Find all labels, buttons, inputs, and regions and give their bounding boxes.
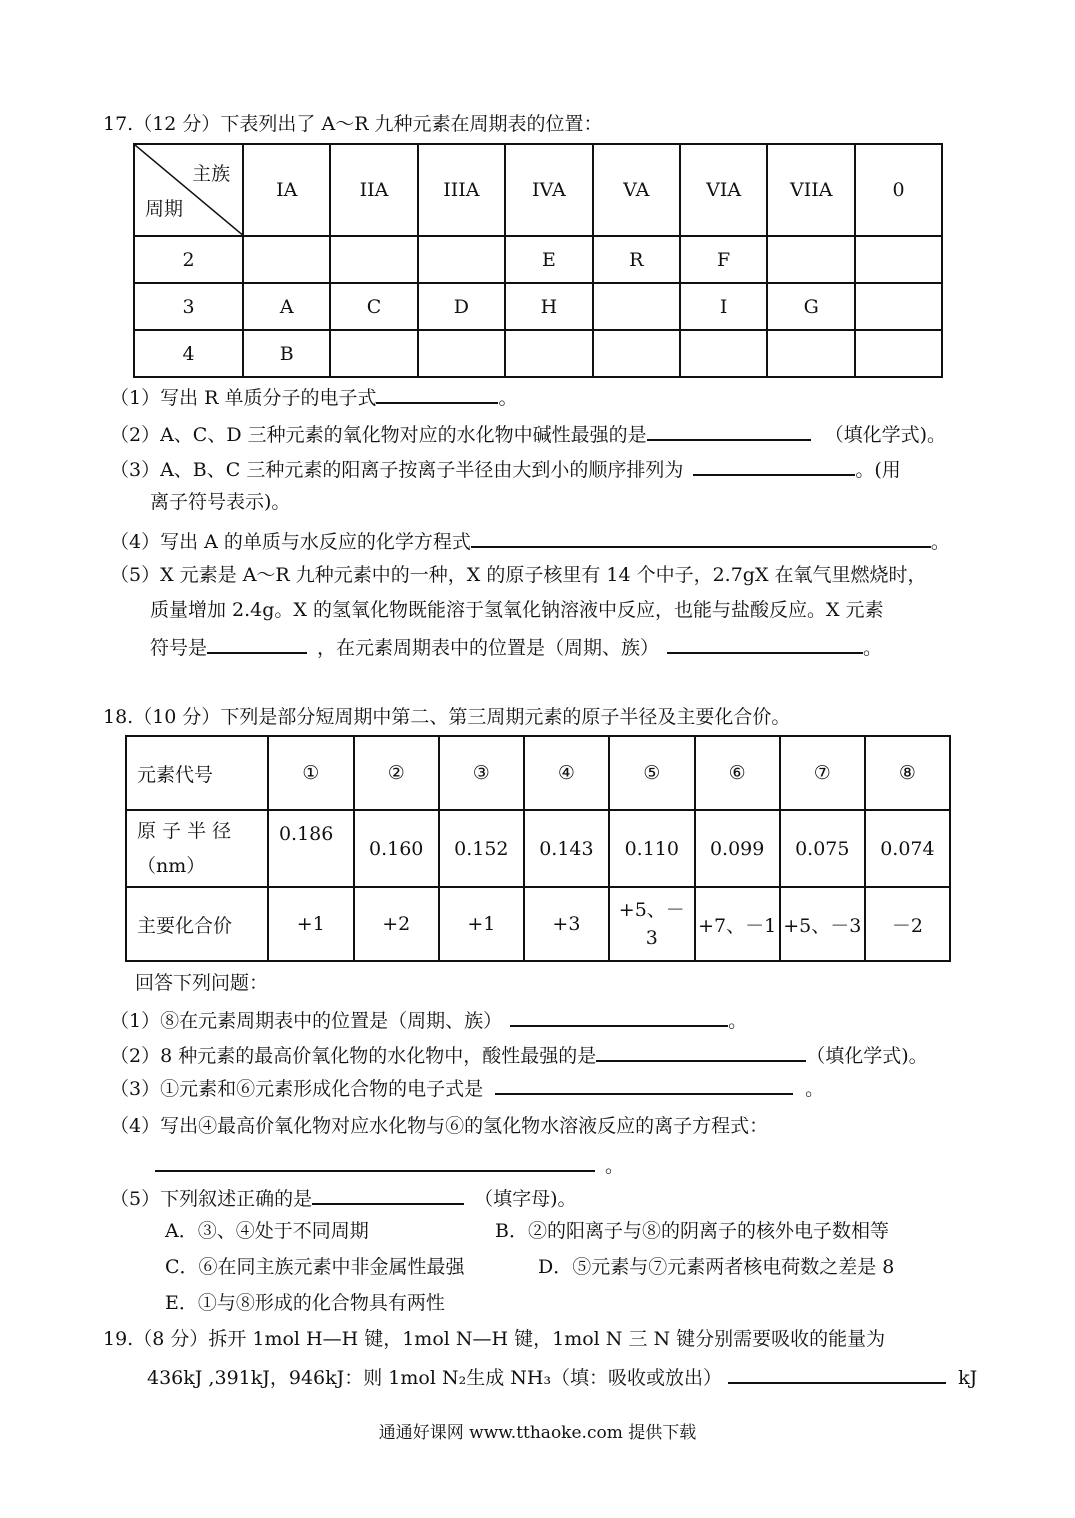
valence-cell: +1 bbox=[439, 887, 524, 961]
q18-part5 bbox=[110, 1185, 577, 1211]
table-row bbox=[126, 736, 950, 810]
row-label: 元素代号 bbox=[126, 736, 268, 810]
header-period-label: 周期 bbox=[145, 198, 184, 220]
q17-part5-text: 符号是 bbox=[150, 637, 208, 659]
element-cell bbox=[243, 236, 330, 283]
atomic-radius-table bbox=[125, 735, 951, 962]
page-footer: 通通好课网 www.tthaoke.com 提供下载 bbox=[378, 1423, 697, 1443]
q17-part5-line2: 质量增加 2.4g。X 的氢氧化物既能溶于氢氧化钠溶液中反应，也能与盐酸反应。X 元素 bbox=[150, 599, 884, 621]
element-cell: I bbox=[680, 283, 768, 330]
element-code: ② bbox=[354, 736, 439, 810]
q17-part2-end: （填化学式)。 bbox=[824, 424, 947, 446]
q19-line2-text: 436kJ ,391kJ，946kJ：则 1mol N₂生成 NH₃（填：吸收或放出） bbox=[147, 1367, 723, 1389]
q17-part5-mid: ，在元素周期表中的位置是（周期、族） bbox=[317, 637, 660, 659]
answer-blank[interactable] bbox=[647, 421, 811, 441]
q18-part3-end: 。 bbox=[805, 1078, 825, 1100]
q18-part2 bbox=[110, 1042, 928, 1068]
period-cell: 4 bbox=[134, 330, 243, 377]
element-cell bbox=[855, 236, 942, 283]
q19-line2 bbox=[147, 1364, 977, 1390]
q17-part3-end: 。(用 bbox=[855, 459, 901, 481]
periodic-position-table bbox=[133, 143, 943, 378]
table-row bbox=[134, 283, 942, 330]
radius-cell: 0.099 bbox=[695, 810, 780, 887]
q17-part2 bbox=[110, 421, 946, 447]
table-row bbox=[126, 810, 950, 887]
element-code: ⑧ bbox=[865, 736, 950, 810]
group-header: IA bbox=[243, 144, 330, 236]
element-cell bbox=[855, 283, 942, 330]
element-cell bbox=[855, 330, 942, 377]
group-header: VIIA bbox=[767, 144, 855, 236]
valence-cell: +2 bbox=[354, 887, 439, 961]
q18-part5-end: （填字母)。 bbox=[474, 1188, 577, 1210]
q17-part4-end: 。 bbox=[930, 531, 950, 553]
radius-label-line1: 原 子 半 径 bbox=[137, 820, 232, 843]
answer-blank[interactable] bbox=[312, 1185, 464, 1205]
element-cell: B bbox=[243, 330, 330, 377]
q17-part5-end: 。 bbox=[863, 637, 883, 659]
element-cell bbox=[680, 330, 768, 377]
table-header-diagonal-cell bbox=[134, 144, 243, 236]
q17-part4-text: （4）写出 A 的单质与水反应的化学方程式 bbox=[110, 531, 471, 553]
answer-blank[interactable] bbox=[471, 528, 931, 548]
table-row bbox=[134, 330, 942, 377]
radius-label-line2: （nm） bbox=[137, 854, 206, 877]
radius-cell: 0.074 bbox=[865, 810, 950, 887]
element-cell bbox=[330, 330, 417, 377]
q17-part3-text: （3）A、B、C 三种元素的阳离子按离子半径由大到小的顺序排列为 bbox=[110, 459, 684, 481]
element-code: ③ bbox=[439, 736, 524, 810]
valence-cell: +7、－1 bbox=[695, 887, 780, 961]
element-cell bbox=[767, 330, 855, 377]
answer-blank[interactable] bbox=[667, 634, 863, 654]
answer-blank[interactable] bbox=[155, 1152, 595, 1172]
group-header: VA bbox=[593, 144, 680, 236]
element-cell: H bbox=[505, 283, 592, 330]
q18-part4-end: 。 bbox=[605, 1155, 625, 1177]
element-cell bbox=[593, 330, 680, 377]
answer-blank[interactable] bbox=[693, 456, 855, 476]
answer-blank[interactable] bbox=[376, 384, 498, 404]
group-header: IIIA bbox=[418, 144, 506, 236]
valence-cell: +3 bbox=[524, 887, 609, 961]
q17-part5-line1: （5）X 元素是 A～R 九种元素中的一种，X 的原子核里有 14 个中子，2.7gX 在氧气里燃烧时， bbox=[110, 564, 927, 586]
q18-heading: 18.（10 分）下列是部分短周期中第二、第三周期元素的原子半径及主要化合价。 bbox=[103, 706, 791, 728]
element-code: ⑤ bbox=[609, 736, 695, 810]
element-cell: F bbox=[680, 236, 768, 283]
header-group-label: 主族 bbox=[192, 163, 231, 185]
q18-part2-text: （2）8 种元素的最高价氧化物的水化物中，酸性最强的是 bbox=[110, 1045, 597, 1067]
q17-part2-text: （2）A、C、D 三种元素的氧化物对应的水化物中碱性最强的是 bbox=[110, 424, 647, 446]
period-cell: 2 bbox=[134, 236, 243, 283]
radius-cell: 0.143 bbox=[524, 810, 609, 887]
q18-answer-prompt: 回答下列问题： bbox=[135, 972, 269, 994]
element-cell: D bbox=[418, 283, 506, 330]
answer-blank[interactable] bbox=[728, 1364, 946, 1384]
q17-part1-end: 。 bbox=[498, 387, 518, 409]
element-cell bbox=[505, 330, 592, 377]
element-cell bbox=[418, 330, 506, 377]
element-cell: C bbox=[330, 283, 417, 330]
q18-part1 bbox=[110, 1007, 747, 1033]
row-label: 主要化合价 bbox=[126, 887, 268, 961]
option-b: B．②的阳离子与⑧的阴离子的核外电子数相等 bbox=[495, 1220, 889, 1242]
group-header: VIA bbox=[680, 144, 768, 236]
row-label bbox=[126, 810, 268, 887]
element-code: ④ bbox=[524, 736, 609, 810]
element-cell: E bbox=[505, 236, 592, 283]
q18-part5-text: （5）下列叙述正确的是 bbox=[110, 1188, 313, 1210]
radius-cell: 0.075 bbox=[780, 810, 865, 887]
table-row bbox=[134, 236, 942, 283]
valence-cell: +5、－3 bbox=[780, 887, 865, 961]
answer-blank[interactable] bbox=[510, 1007, 728, 1027]
q18-part4-answer bbox=[155, 1152, 624, 1178]
q18-part3-text: （3）①元素和⑥元素形成化合物的电子式是 bbox=[110, 1078, 484, 1100]
option-c: C．⑥在同主族元素中非金属性最强 bbox=[165, 1256, 465, 1278]
element-cell: G bbox=[767, 283, 855, 330]
q19-line1: 19.（8 分）拆开 1mol H—H 键，1mol N—H 键，1mol N 三 N 键分别需要吸收的能量为 bbox=[103, 1328, 886, 1350]
answer-blank[interactable] bbox=[495, 1075, 793, 1095]
q18-part1-text: （1）⑧在元素周期表中的位置是（周期、族） bbox=[110, 1010, 503, 1032]
option-e: E．①与⑧形成的化合物具有两性 bbox=[165, 1292, 445, 1314]
element-cell bbox=[418, 236, 506, 283]
element-code: ⑦ bbox=[780, 736, 865, 810]
q18-part1-end: 。 bbox=[728, 1010, 748, 1032]
element-code: ① bbox=[268, 736, 354, 810]
answer-blank[interactable] bbox=[596, 1042, 806, 1062]
option-a: A．③、④处于不同周期 bbox=[165, 1220, 369, 1242]
radius-cell: 0.160 bbox=[354, 810, 439, 887]
q18-part4: （4）写出④最高价氧化物对应水化物与⑥的氢化物水溶液反应的离子方程式： bbox=[110, 1115, 769, 1137]
period-cell: 3 bbox=[134, 283, 243, 330]
group-header: IIA bbox=[330, 144, 417, 236]
radius-cell: 0.110 bbox=[609, 810, 695, 887]
group-header: 0 bbox=[855, 144, 942, 236]
q17-part3 bbox=[110, 456, 901, 482]
table-row bbox=[126, 887, 950, 961]
element-cell bbox=[767, 236, 855, 283]
valence-cell: －2 bbox=[865, 887, 950, 961]
answer-blank[interactable] bbox=[207, 634, 307, 654]
valence-cell: +1 bbox=[268, 887, 354, 961]
q17-heading: 17.（12 分）下表列出了 A～R 九种元素在周期表的位置： bbox=[103, 113, 603, 135]
valence-cell: +5、－3 bbox=[609, 887, 695, 961]
q17-part3-cont: 离子符号表示)。 bbox=[150, 491, 291, 513]
radius-cell: 0.152 bbox=[439, 810, 524, 887]
group-header: IVA bbox=[505, 144, 592, 236]
q17-part5-line3 bbox=[150, 634, 882, 660]
q18-part3 bbox=[110, 1075, 824, 1101]
element-cell bbox=[593, 283, 680, 330]
option-d: D．⑤元素与⑦元素两者核电荷数之差是 8 bbox=[538, 1256, 895, 1278]
radius-cell: 0.186 bbox=[268, 810, 354, 887]
element-cell: R bbox=[593, 236, 680, 283]
q17-part1-text: （1）写出 R 单质分子的电子式 bbox=[110, 387, 377, 409]
q17-part1 bbox=[110, 384, 518, 410]
q17-part4 bbox=[110, 528, 950, 554]
q18-part2-end: （填化学式)。 bbox=[806, 1045, 928, 1067]
element-code: ⑥ bbox=[695, 736, 780, 810]
element-cell bbox=[330, 236, 417, 283]
q19-unit: kJ bbox=[958, 1367, 978, 1389]
element-cell: A bbox=[243, 283, 330, 330]
